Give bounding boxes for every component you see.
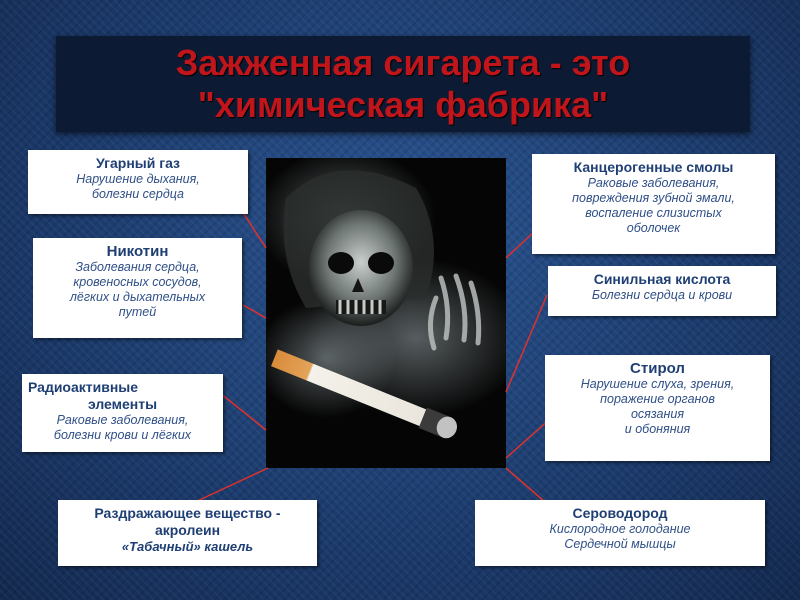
arrow-acrolein xyxy=(193,468,268,503)
card-body-line: повреждения зубной эмали, xyxy=(572,191,735,205)
card-body-line: лёгких и дыхательных xyxy=(69,290,206,304)
card-hydrogen-sulfide xyxy=(475,500,765,566)
arrow-nicotine xyxy=(243,305,266,318)
card-heading-line: Радиоактивные xyxy=(28,379,139,395)
arrow-hydrogen-sulfide xyxy=(506,468,545,502)
card-body-line: Кислородное голодание xyxy=(549,522,691,536)
card-body-line: оболочек xyxy=(626,221,681,235)
card-heading: Канцерогенные смолы xyxy=(573,159,734,175)
card-body-line: Сердечной мышцы xyxy=(564,537,676,551)
card-body-line: воспаление слизистых xyxy=(585,206,722,220)
card-body-line: осязания xyxy=(630,407,684,421)
card-heading: Угарный газ xyxy=(96,155,180,171)
card-body-line: Раковые заболевания, xyxy=(587,176,720,190)
card-tar xyxy=(532,154,775,254)
title-line-1: Зажженная сигарета - это xyxy=(175,42,631,83)
card-body-line: путей xyxy=(118,305,157,319)
card-radioactive xyxy=(22,374,223,452)
card-nicotine xyxy=(33,238,242,338)
title-line-2: "химическая фабрика" xyxy=(197,84,609,125)
card-heading-line: Раздражающее вещество - xyxy=(94,505,281,521)
card-hydrogen-cyanide xyxy=(548,266,776,316)
card-heading-line: элементы xyxy=(87,396,158,412)
card-acrolein xyxy=(58,500,317,566)
card-body-line: поражение органов xyxy=(600,392,715,406)
card-body-line: болезни крови и лёгких xyxy=(53,428,192,442)
card-body-line: болезни сердца xyxy=(92,187,184,201)
card-heading-line: акролеин xyxy=(154,522,221,538)
card-body-line: Болезни сердца и крови xyxy=(591,288,733,302)
card-heading: Сероводород xyxy=(572,505,668,521)
card-heading: Синильная кислота xyxy=(593,271,731,287)
card-body-line: «Табачный» кашель xyxy=(121,539,254,554)
card-styrene xyxy=(545,355,770,461)
card-body-line: Заболевания сердца, xyxy=(75,260,200,274)
card-body-line: кровеносных сосудов, xyxy=(73,275,202,289)
arrow-hydrogen-cyanide xyxy=(506,295,547,392)
card-body-line: Нарушение слуха, зрения, xyxy=(580,377,735,391)
card-heading: Стирол xyxy=(630,360,685,377)
card-body-line: и обоняния xyxy=(624,422,691,436)
card-body-line: Раковые заболевания, xyxy=(56,413,189,427)
card-body-line: Нарушение дыхания, xyxy=(76,172,200,186)
arrow-tar xyxy=(506,231,535,258)
arrow-radioactive xyxy=(220,393,266,430)
card-carbon-monoxide xyxy=(28,150,248,214)
card-heading: Никотин xyxy=(106,243,169,260)
